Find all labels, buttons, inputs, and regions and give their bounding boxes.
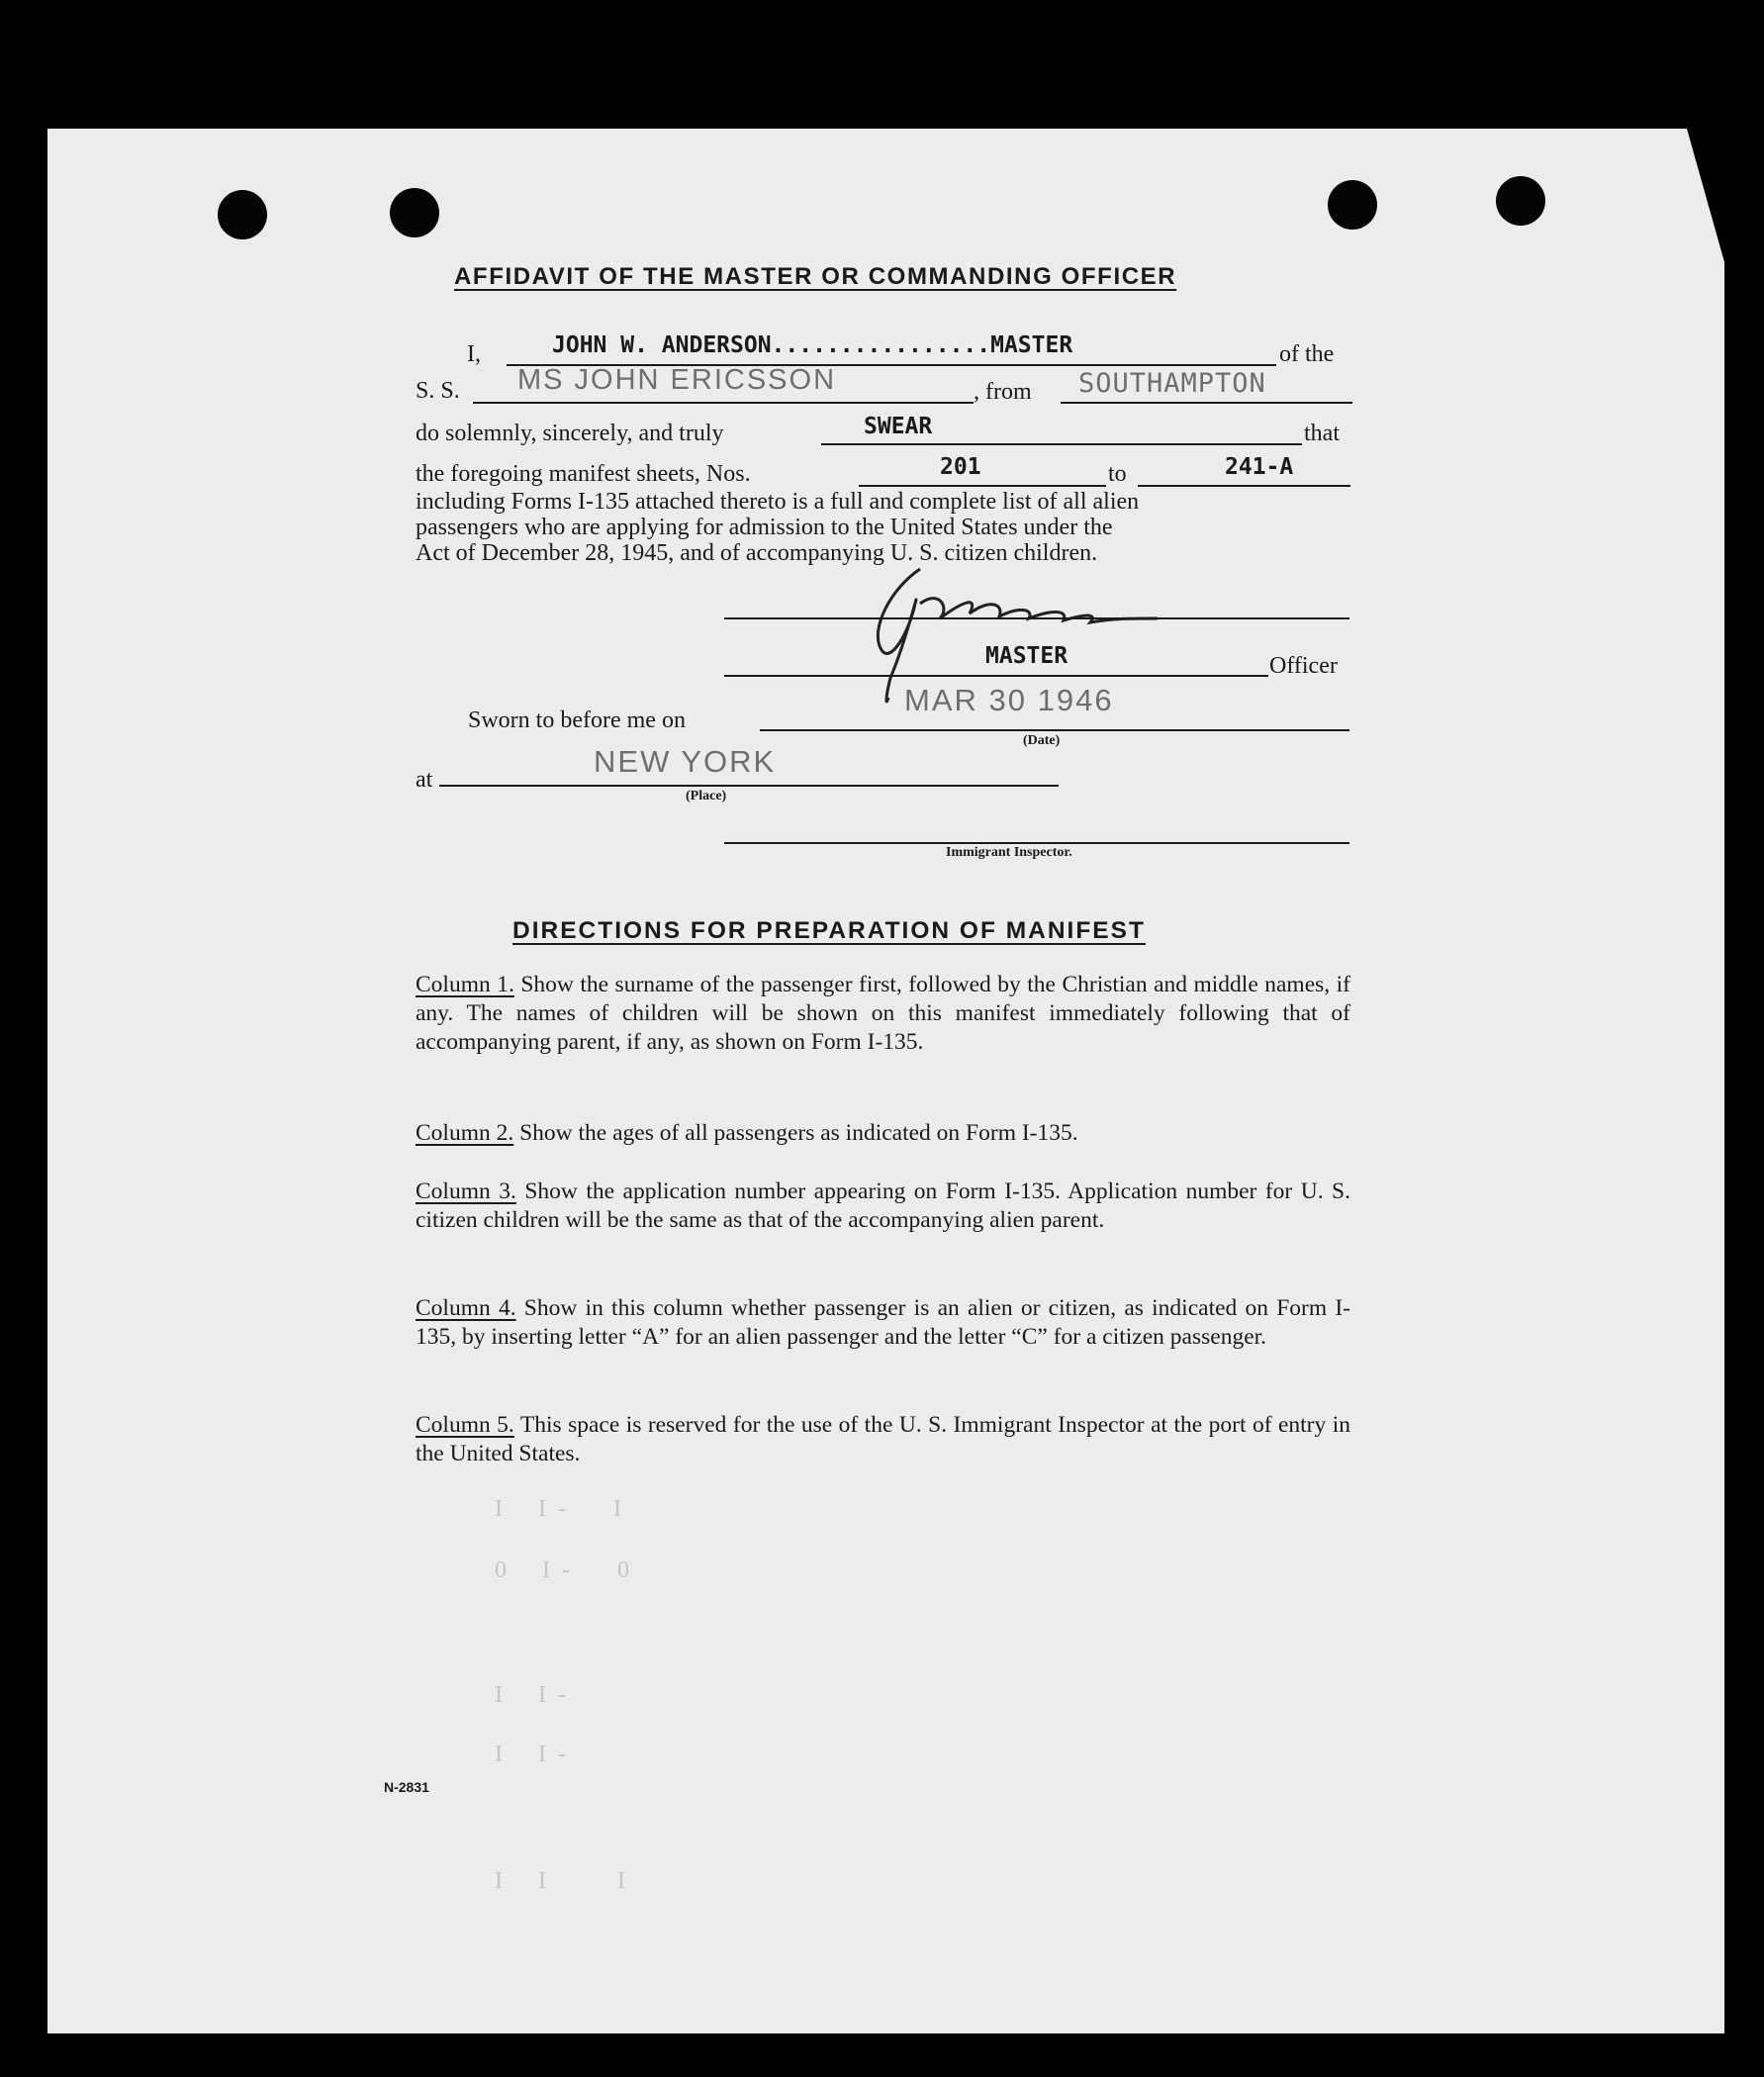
to-label: to: [1108, 461, 1127, 487]
foregoing-label: the foregoing manifest sheets, Nos.: [416, 461, 751, 487]
punch-hole: [1328, 180, 1377, 230]
column-ref: Column 1.: [416, 972, 514, 997]
do-solemnly-label: do solemnly, sincerely, and truly: [416, 421, 724, 446]
date-caption: (Date): [1023, 733, 1061, 748]
date-line: [760, 729, 1349, 731]
punch-hole: [390, 188, 439, 237]
place-stamp: NEW YORK: [594, 744, 777, 779]
punch-hole: [218, 190, 267, 239]
oath-line: [821, 443, 1302, 445]
column-4-direction: [416, 1294, 1350, 1352]
ss-label: S. S.: [416, 378, 460, 404]
column-text: This space is reserved for the use of the U. S. Immigrant Inspector at the port of entry in the United States.: [416, 1412, 1350, 1466]
sworn-date-stamp: MAR 30 1946: [904, 683, 1114, 717]
column-ref: Column 3.: [416, 1179, 516, 1204]
oath-value: SWEAR: [864, 414, 933, 439]
inspector-caption: Immigrant Inspector.: [946, 845, 1072, 860]
sheet-to-line: [1138, 485, 1350, 487]
place-line: [439, 785, 1059, 787]
bleed-through-mark: I I -: [495, 1742, 566, 1767]
column-ref: Column 4.: [416, 1295, 516, 1321]
column-2-direction: [416, 1119, 1350, 1148]
column-text: Show the ages of all passengers as indicated on Form I-135.: [513, 1120, 1078, 1146]
port-from-stamp: SOUTHAMPTON: [1078, 368, 1266, 399]
sworn-label: Sworn to before me on: [468, 708, 686, 733]
column-text: Show in this column whether passenger is an alien or citizen, as indicated on Form I-135, by inserting letter “A” for an alien passenger and the letter “C” for a citizen passenger.: [416, 1295, 1350, 1350]
bleed-through-mark: I I - I: [495, 1496, 621, 1522]
signature-line: [724, 617, 1349, 619]
i-label: I,: [467, 341, 481, 367]
body-line: Act of December 28, 1945, and of accompanying U. S. citizen children.: [416, 540, 1098, 566]
bleed-through-mark: 0 I - 0: [495, 1558, 629, 1583]
body-line: including Forms I-135 attached thereto is a full and complete list of all alien: [416, 489, 1140, 515]
bleed-through-mark: I I I: [495, 1868, 625, 1894]
from-label: , from: [974, 379, 1032, 405]
ship-name-stamp: MS JOHN ERICSSON: [517, 364, 837, 396]
that-label: that: [1304, 421, 1340, 446]
column-ref: Column 5.: [416, 1412, 514, 1438]
directions-title: DIRECTIONS FOR PREPARATION OF MANIFEST: [512, 917, 1146, 944]
sheet-from: 201: [940, 454, 981, 480]
column-1-direction: [416, 971, 1350, 1057]
inspector-line: [724, 842, 1349, 844]
form-number: N-2831: [384, 1779, 429, 1795]
ship-line: [473, 402, 974, 404]
column-text: Show the application number appearing on Form I-135. Application number for U. S. citizen children will be the same as that of the accompanying alien parent.: [416, 1179, 1351, 1233]
column-text: Show the surname of the passenger first, followed by the Christian and middle names, if any. The names of children will be shown on this manifest immediately following that of accompanying parent, if any, as shown on Form I-135.: [416, 972, 1350, 1055]
affidavit-title: AFFIDAVIT OF THE MASTER OR COMMANDING OFFICER: [454, 263, 1177, 290]
bleed-through-mark: I I -: [495, 1682, 566, 1708]
body-line: passengers who are applying for admission to the United States under the: [416, 515, 1113, 540]
place-caption: (Place): [686, 789, 727, 803]
column-3-direction: [416, 1178, 1350, 1235]
sheet-to: 241-A: [1225, 454, 1294, 480]
signature-title: MASTER: [985, 643, 1068, 669]
at-label: at: [416, 767, 433, 793]
punch-hole: [1496, 176, 1545, 226]
title-line: [724, 675, 1268, 677]
column-5-direction: [416, 1411, 1350, 1468]
officer-label: Officer: [1269, 653, 1338, 679]
master-name: JOHN W. ANDERSON................MASTER: [552, 332, 1073, 358]
sheet-from-line: [859, 485, 1106, 487]
of-the-label: of the: [1279, 341, 1335, 367]
column-ref: Column 2.: [416, 1120, 514, 1146]
port-line: [1061, 402, 1352, 404]
